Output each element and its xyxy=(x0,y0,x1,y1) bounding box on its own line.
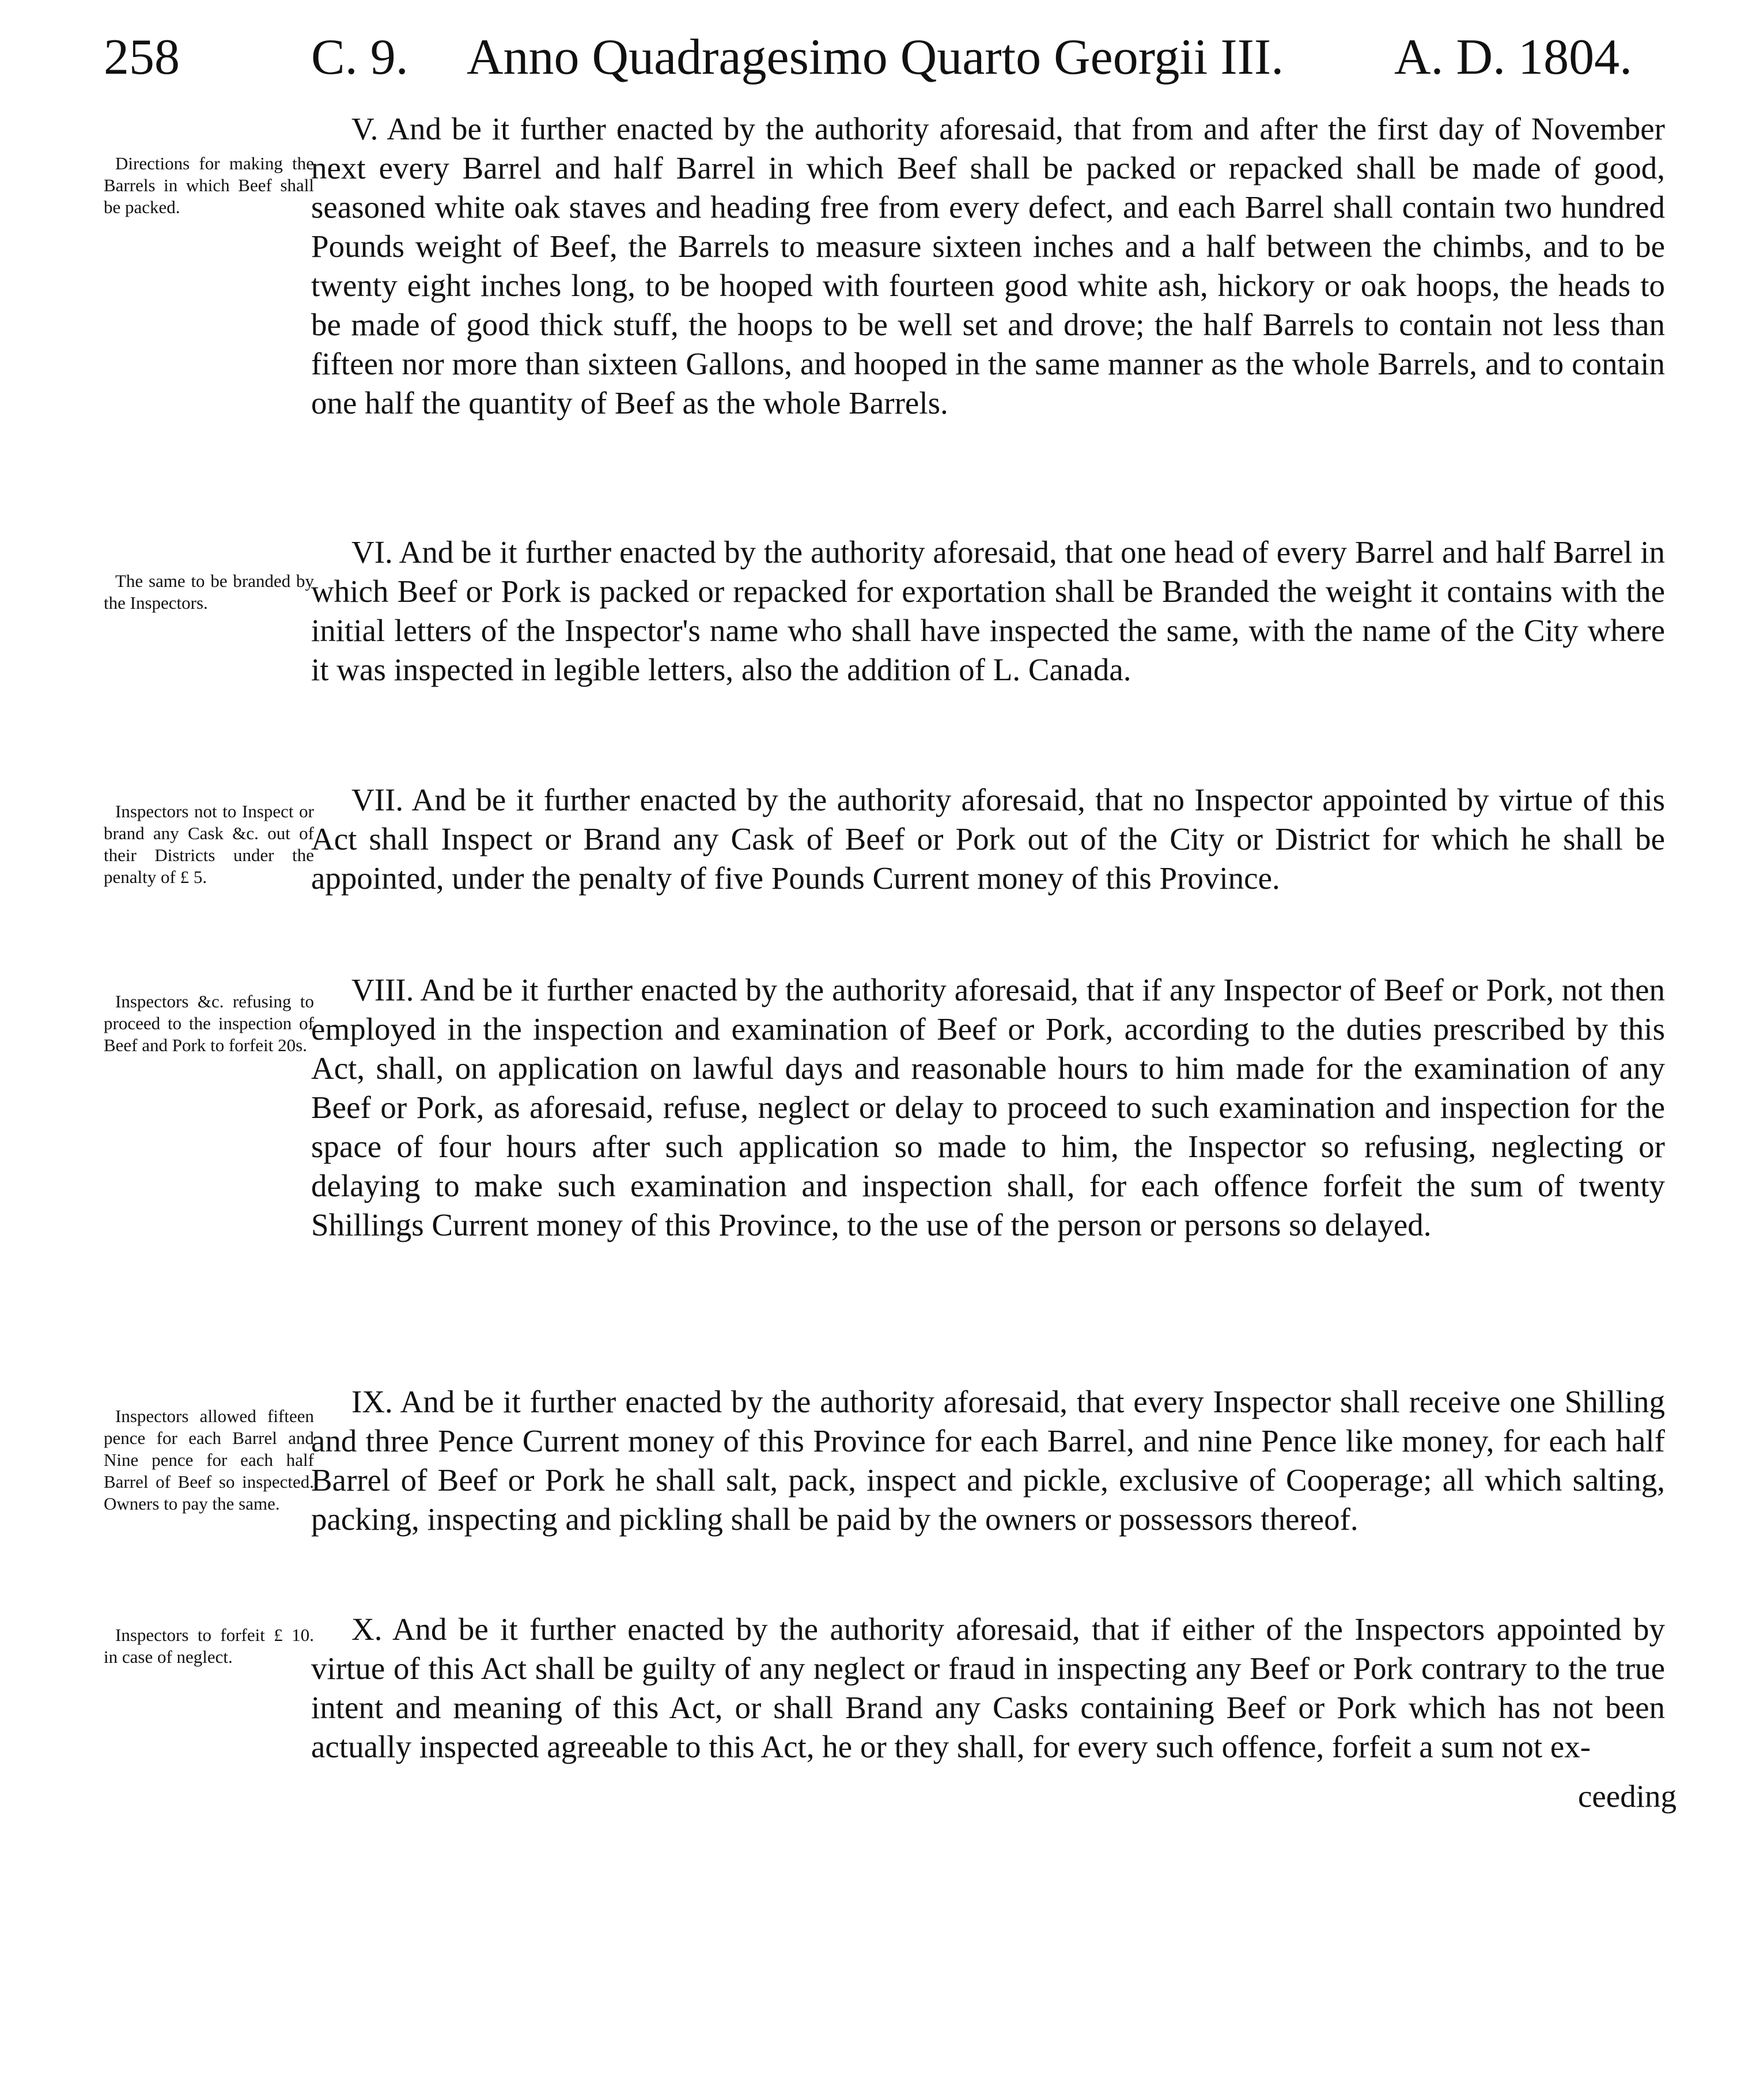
section-text: IX. And be it further enacted by the authority aforesaid, that every Inspector shall receive one Shilling and three Pence Current money of this Province for each Barrel, and nine Pence like money, for each half Barrel of Beef or Pork he shall salt, pack, inspect and pickle, exclusive of Cooperage; all which salting, packing, inspecting and pickling shall be paid by the owners or possessors thereof. xyxy=(311,1384,1665,1537)
margin-note-text: The same to be branded by the Inspectors. xyxy=(104,571,314,613)
section-text: VII. And be it further enacted by the authority aforesaid, that no Inspector appointed by virtue of this Act shall Inspect or Brand any Cask of Beef or Pork out of the City or District for which he shall be appointed, under the penalty of five Pounds Current money of this Province. xyxy=(311,782,1665,896)
section-x xyxy=(311,1610,1665,1767)
margin-note-vii xyxy=(104,801,314,888)
section-viii xyxy=(311,971,1665,1245)
margin-note-text: Directions for making the Barrels in which Beef shall be packed. xyxy=(104,153,314,217)
chapter-number: C. 9. xyxy=(311,29,408,85)
section-text: VIII. And be it further enacted by the authority aforesaid, that if any Inspector of Beef or Pork, not then employed in the inspection and examination of Beef or Pork, according to the duties prescribed by this Act, shall, on application on lawful days and reasonable hours to him made for the examination of any Beef or Pork, as aforesaid, refuse, neglect or delay to proceed to such examination and inspection for the space of four hours after such application so made to him, the Inspector so refusing, neglecting or delaying to make such examination and inspection shall, for each offence forfeit the sum of twenty Shillings Current money of this Province, to the use of the person or persons so delayed. xyxy=(311,972,1665,1242)
section-text: V. And be it further enacted by the authority aforesaid, that from and after the first day of November next every Barrel and half Barrel in which Beef shall be packed or repacked shall be made of good, seasoned white oak staves and heading free from every defect, and each Barrel shall contain two hundred Pounds weight of Beef, the Barrels to measure sixteen inches and a half between the chimbs, and to be twenty eight inches long, to be hooped with fourteen good white ash, hickory or oak hoops, the heads to be made of good thick stuff, the hoops to be well set and drove; the half Barrels to contain not less than fifteen nor more than sixteen Gallons, and hooped in the same manner as the whole Barrels, and to contain one half the quantity of Beef as the whole Barrels. xyxy=(311,111,1665,420)
margin-note-viii xyxy=(104,991,314,1056)
catchword: ceeding xyxy=(1577,1779,1676,1814)
margin-note-text: Inspectors to forfeit £ 10. in case of neglect. xyxy=(104,1625,314,1667)
margin-note-ix xyxy=(104,1405,314,1515)
section-vii xyxy=(311,780,1665,898)
margin-note-text: Inspectors allowed fifteen pence for each Barrel and Nine pence for each half Barrel of Beef so inspected. Owners to pay the same. xyxy=(104,1406,314,1514)
section-vi xyxy=(311,533,1665,689)
section-v xyxy=(311,109,1665,423)
margin-note-x xyxy=(104,1624,314,1668)
section-ix xyxy=(311,1382,1665,1539)
section-text: X. And be it further enacted by the authority aforesaid, that if either of the Inspectors appointed by virtue of this Act shall be guilty of any neglect or fraud in inspecting any Beef or Pork contrary to the true intent and meaning of this Act, or shall Brand any Casks containing Beef or Pork which has not been actually inspected agreeable to this Act, he or they shall, for every such offence, forfeit a sum not ex- xyxy=(311,1612,1665,1764)
year-label: A. D. 1804. xyxy=(1394,29,1633,85)
running-header xyxy=(98,23,1665,104)
section-text: VI. And be it further enacted by the authority aforesaid, that one head of every Barrel and half Barrel in which Beef or Pork is packed or repacked for exportation shall be Branded the weight it contains with the initial letters of the Inspector's name who shall have inspected the same, with the name of the City where it was inspected in legible letters, also the addition of L. Canada. xyxy=(311,535,1665,687)
margin-note-v xyxy=(104,153,314,218)
margin-note-text: Inspectors not to Inspect or brand any Cask &c. out of their Districts under the penalty of £ 5. xyxy=(104,801,314,887)
page-number: 258 xyxy=(104,29,180,85)
margin-note-text: Inspectors &c. refusing to proceed to the inspection of Beef and Pork to forfeit 20s. xyxy=(104,991,314,1055)
margin-note-vi xyxy=(104,570,314,614)
running-title: Anno Quadragesimo Quarto Georgii III. xyxy=(467,29,1284,85)
